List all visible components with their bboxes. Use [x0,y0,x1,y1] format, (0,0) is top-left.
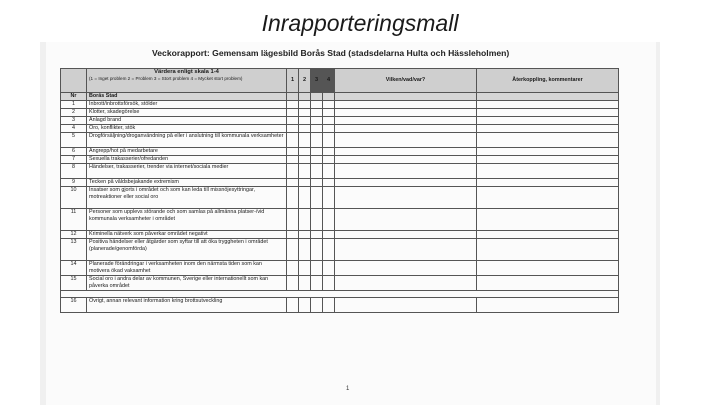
table-row [61,276,619,291]
table-row [61,179,619,187]
rating-cell-1[interactable] [287,125,299,133]
rating-cell-4[interactable] [323,109,335,117]
row-category: Kriminella nätverk som påverkar området negativt [87,231,287,239]
row-number: 6 [61,148,87,156]
feedback-cell[interactable] [477,231,619,239]
row-category: Händelser, trakasserier, trender via internet/sociala medier [87,164,287,179]
row-category: Inbrott/inbrottsförsök, stölder [87,101,287,109]
rating-cell-1[interactable] [287,164,299,179]
rating-cell-2[interactable] [299,101,311,109]
feedback-cell[interactable] [477,101,619,109]
document-page [46,42,656,405]
rating-cell-4[interactable] [323,187,335,209]
feedback-cell[interactable] [477,239,619,261]
row-number: 3 [61,117,87,125]
page-number: 1 [346,386,350,392]
row-number: 11 [61,209,87,231]
scale-number-3: 3 [311,69,323,93]
rating-cell-4[interactable] [323,261,335,276]
rating-cell-3[interactable] [311,179,323,187]
scale-header-cell [87,69,287,93]
row-category: Positiva händelser eller åtgärder som syftar till att öka tryggheten i området (planerade/genomförda) [87,239,287,261]
rating-cell-2[interactable] [299,109,311,117]
rating-cell-3[interactable] [311,276,323,291]
report-table [60,68,619,313]
feedback-cell[interactable] [477,164,619,179]
rating-cell-4[interactable] [323,179,335,187]
row-number: 15 [61,276,87,291]
rating-cell-3[interactable] [311,187,323,209]
row-category: Drogförsäljning/droganvändning på eller i anslutning till kommunala verksamheter [87,133,287,148]
empty-cell [299,93,311,101]
feedback-cell[interactable] [477,133,619,148]
table-row [61,261,619,276]
scale-number-1: 1 [287,69,299,93]
row-category: Personer som upplevs störande och som samlas på allmänna platser-/vid kommunala verksamheter i området [87,209,287,231]
rating-cell-4[interactable] [323,298,335,313]
rating-cell-4[interactable] [323,276,335,291]
rating-cell-2[interactable] [299,133,311,148]
table-row [61,231,619,239]
table-row [61,239,619,261]
rating-cell-3[interactable] [311,239,323,261]
table-row [61,298,619,313]
rating-cell-1[interactable] [287,156,299,164]
rating-cell-3[interactable] [311,148,323,156]
rating-cell-2[interactable] [299,156,311,164]
feedback-cell[interactable] [477,276,619,291]
what-cell[interactable] [335,209,477,231]
what-cell[interactable] [335,125,477,133]
row-number: 7 [61,156,87,164]
column-header-what: Vilken/vad/var? [335,69,477,93]
table-row [61,101,619,109]
rating-cell-3[interactable] [311,164,323,179]
table-row [61,125,619,133]
row-number: 13 [61,239,87,261]
rating-cell-2[interactable] [299,117,311,125]
feedback-cell[interactable] [477,156,619,164]
rating-cell-3[interactable] [311,298,323,313]
empty-cell [287,93,299,101]
scale-title: Värdera enligt skala 1-4 [154,69,219,75]
rating-cell-2[interactable] [299,231,311,239]
rating-cell-1[interactable] [287,179,299,187]
rating-cell-4[interactable] [323,148,335,156]
rating-cell-1[interactable] [287,209,299,231]
empty-cell [477,93,619,101]
rating-cell-3[interactable] [311,125,323,133]
rating-cell-4[interactable] [323,209,335,231]
table-header-row [61,69,619,93]
rating-cell-2[interactable] [299,298,311,313]
rating-cell-1[interactable] [287,133,299,148]
rating-cell-1[interactable] [287,261,299,276]
rating-cell-1[interactable] [287,187,299,209]
what-cell[interactable] [335,298,477,313]
rating-cell-3[interactable] [311,209,323,231]
rating-cell-2[interactable] [299,125,311,133]
row-number: 10 [61,187,87,209]
rating-cell-3[interactable] [311,117,323,125]
column-header-feedback: Återkoppling, kommentarer [477,69,619,93]
rating-cell-1[interactable] [287,276,299,291]
feedback-cell[interactable] [477,261,619,276]
rating-cell-1[interactable] [287,231,299,239]
rating-cell-4[interactable] [323,231,335,239]
what-cell[interactable] [335,231,477,239]
table-row [61,209,619,231]
slide-title: Inrapporteringsmall [261,10,459,36]
row-category: Angrepp/hot på medarbetare [87,148,287,156]
row-number: 9 [61,179,87,187]
scale-description: (1 = Inget problem 2 = Problem 3 = Stort problem 4 = Mycket stort problem) [89,75,243,81]
rating-cell-2[interactable] [299,209,311,231]
what-cell[interactable] [335,133,477,148]
rating-cell-2[interactable] [299,261,311,276]
what-cell[interactable] [335,187,477,209]
row-number: 12 [61,231,87,239]
row-category: Insatser som gjorts i området och som kan leda till missnöjesyttringar, motreaktioner eller social oro [87,187,287,209]
what-cell[interactable] [335,261,477,276]
what-cell[interactable] [335,239,477,261]
row-number: 1 [61,101,87,109]
rating-cell-4[interactable] [323,239,335,261]
rating-cell-2[interactable] [299,179,311,187]
feedback-cell[interactable] [477,117,619,125]
feedback-cell[interactable] [477,187,619,209]
table-row [61,109,619,117]
spacer-row [61,291,619,298]
row-number: 2 [61,109,87,117]
row-number: 14 [61,261,87,276]
feedback-cell[interactable] [477,179,619,187]
row-number: 16 [61,298,87,313]
scale-number-2: 2 [299,69,311,93]
rating-cell-4[interactable] [323,101,335,109]
feedback-cell[interactable] [477,125,619,133]
rating-cell-4[interactable] [323,156,335,164]
section-row [61,93,619,101]
rating-cell-4[interactable] [323,164,335,179]
row-category: Oro, konflikter, stök [87,125,287,133]
spacer-cell [61,291,619,298]
rating-cell-3[interactable] [311,101,323,109]
column-header-nr: Nr [61,93,87,101]
rating-cell-2[interactable] [299,164,311,179]
table-row [61,187,619,209]
rating-cell-4[interactable] [323,125,335,133]
what-cell[interactable] [335,164,477,179]
row-category: Sexuella trakasserier/ofredanden [87,156,287,164]
rating-cell-3[interactable] [311,133,323,148]
what-cell[interactable] [335,156,477,164]
row-category: Planerade förändringar i verksamheten inom den närmsta tiden som kan motivera ökad vaksamhet [87,261,287,276]
feedback-cell[interactable] [477,109,619,117]
row-number: 4 [61,125,87,133]
empty-cell [335,93,477,101]
rating-cell-2[interactable] [299,276,311,291]
rating-cell-4[interactable] [323,117,335,125]
table-row [61,164,619,179]
section-label: Borås Stad [87,93,287,101]
rating-cell-3[interactable] [311,156,323,164]
rating-cell-1[interactable] [287,239,299,261]
empty-cell [311,93,323,101]
what-cell[interactable] [335,179,477,187]
row-category: Anlagd brand [87,117,287,125]
rating-cell-1[interactable] [287,148,299,156]
feedback-cell[interactable] [477,209,619,231]
row-number: 8 [61,164,87,179]
rating-cell-3[interactable] [311,109,323,117]
what-cell[interactable] [335,276,477,291]
rating-cell-1[interactable] [287,109,299,117]
what-cell[interactable] [335,117,477,125]
feedback-cell[interactable] [477,298,619,313]
row-category: Social oro i andra delar av kommunen, Sverige eller internationellt som kan påverka området [87,276,287,291]
row-category: Övrigt, annan relevant information kring brottsutveckling [87,298,287,313]
rating-cell-3[interactable] [311,261,323,276]
rating-cell-4[interactable] [323,133,335,148]
rating-cell-2[interactable] [299,239,311,261]
scale-number-4: 4 [323,69,335,93]
rating-cell-2[interactable] [299,187,311,209]
feedback-cell[interactable] [477,148,619,156]
table-row [61,156,619,164]
what-cell[interactable] [335,109,477,117]
table-row [61,117,619,125]
what-cell[interactable] [335,101,477,109]
what-cell[interactable] [335,148,477,156]
empty-cell [323,93,335,101]
row-category: Tecken på våldsbejakande extremism [87,179,287,187]
table-row [61,133,619,148]
header-blank-cell [61,69,87,93]
rating-cell-2[interactable] [299,148,311,156]
rating-cell-1[interactable] [287,117,299,125]
row-category: Klotter, skadegörelse [87,109,287,117]
table-row [61,148,619,156]
rating-cell-3[interactable] [311,231,323,239]
document-title: Veckorapport: Gemensam lägesbild Borås Stad (stadsdelarna Hulta och Hässleholmen) [152,48,510,58]
row-number: 5 [61,133,87,148]
rating-cell-1[interactable] [287,101,299,109]
rating-cell-1[interactable] [287,298,299,313]
